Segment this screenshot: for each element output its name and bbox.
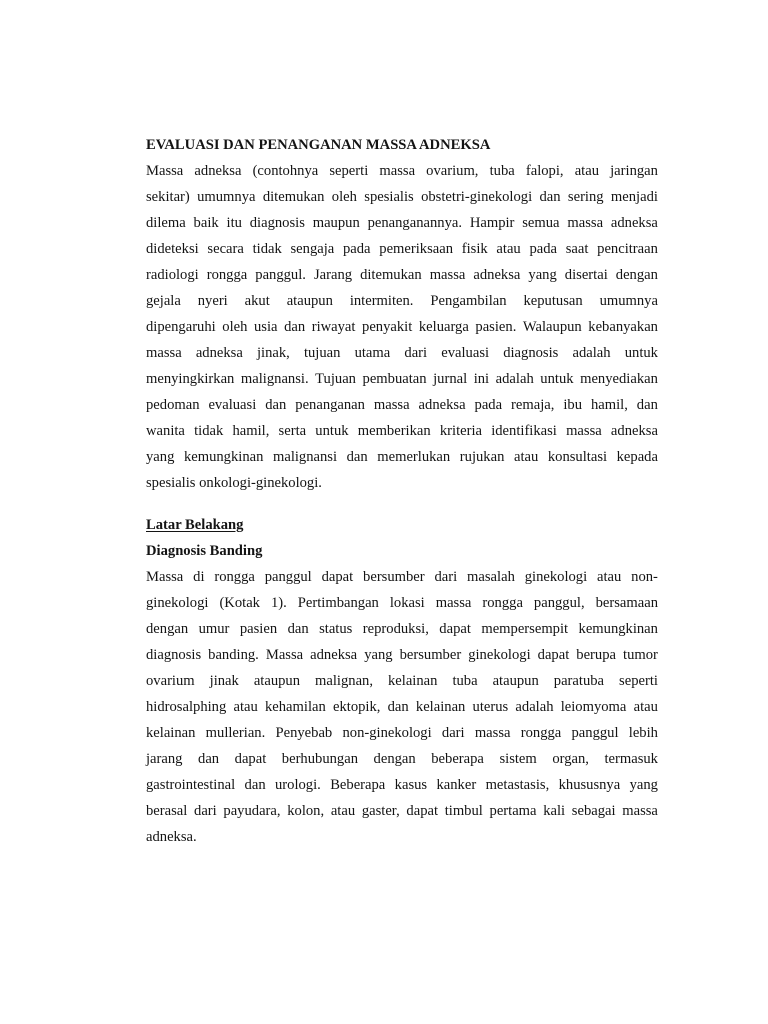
paragraph-line: kelainan mullerian. Penyebab non-ginekologi dari massa rongga panggul lebih [146,725,658,741]
paragraph-line: gejala nyeri akut ataupun intermiten. Pengambilan keputusan umumnya [146,293,658,309]
paragraph-line: adneksa. [146,829,197,845]
paragraph-line: yang kemungkinan malignansi dan memerlukan rujukan atau konsultasi kepada [146,449,658,465]
section-heading-latar-belakang: Latar Belakang [146,517,244,533]
paragraph-line: dengan umur pasien dan status reproduksi, dapat mempersempit kemungkinan [146,621,658,637]
paragraph-line: spesialis onkologi-ginekologi. [146,475,322,491]
paragraph-line: wanita tidak hamil, serta untuk memberikan kriteria identifikasi massa adneksa [146,423,658,439]
paragraph-line: hidrosalphing atau kehamilan ektopik, dan kelainan uterus adalah leiomyoma atau [146,699,658,715]
subsection-heading-diagnosis-banding: Diagnosis Banding [146,543,263,559]
diagnosis-paragraph [146,567,658,853]
paragraph-line: dideteksi secara tidak sengaja pada pemeriksaan fisik atau pada saat pencitraan [146,241,658,257]
paragraph-line: Massa di rongga panggul dapat bersumber dari masalah ginekologi atau non- [146,569,658,585]
paragraph-line: dilema baik itu diagnosis maupun penanganannya. Hampir semua massa adneksa [146,215,658,231]
paragraph-line: radiologi rongga panggul. Jarang ditemukan massa adneksa yang disertai dengan [146,267,658,283]
paragraph-line: sekitar) umumnya ditemukan oleh spesialis obstetri-ginekologi dan sering menjadi [146,189,658,205]
paragraph-line: jarang dan dapat berhubungan dengan beberapa sistem organ, termasuk [146,751,658,767]
paragraph-line: massa adneksa jinak, tujuan utama dari evaluasi diagnosis adalah untuk [146,345,658,361]
paragraph-line: Massa adneksa (contohnya seperti massa ovarium, tuba falopi, atau jaringan [146,163,658,179]
paragraph-line: berasal dari payudara, kolon, atau gaster, dapat timbul pertama kali sebagai massa [146,803,658,819]
paragraph-line: ovarium jinak ataupun malignan, kelainan tuba ataupun paratuba seperti [146,673,658,689]
intro-paragraph [146,161,658,499]
paragraph-line: dipengaruhi oleh usia dan riwayat penyakit keluarga pasien. Walaupun kebanyakan [146,319,658,335]
document-title: EVALUASI DAN PENANGANAN MASSA ADNEKSA [146,137,491,153]
paragraph-line: ginekologi (Kotak 1). Pertimbangan lokasi massa rongga panggul, bersamaan [146,595,658,611]
paragraph-line: gastrointestinal dan urologi. Beberapa kasus kanker metastasis, khususnya yang [146,777,658,793]
paragraph-line: diagnosis banding. Massa adneksa yang bersumber ginekologi dapat berupa tumor [146,647,658,663]
paragraph-line: menyingkirkan malignansi. Tujuan pembuatan jurnal ini adalah untuk menyediakan [146,371,658,387]
paragraph-line: pedoman evaluasi dan penanganan massa adneksa pada remaja, ibu hamil, dan [146,397,658,413]
